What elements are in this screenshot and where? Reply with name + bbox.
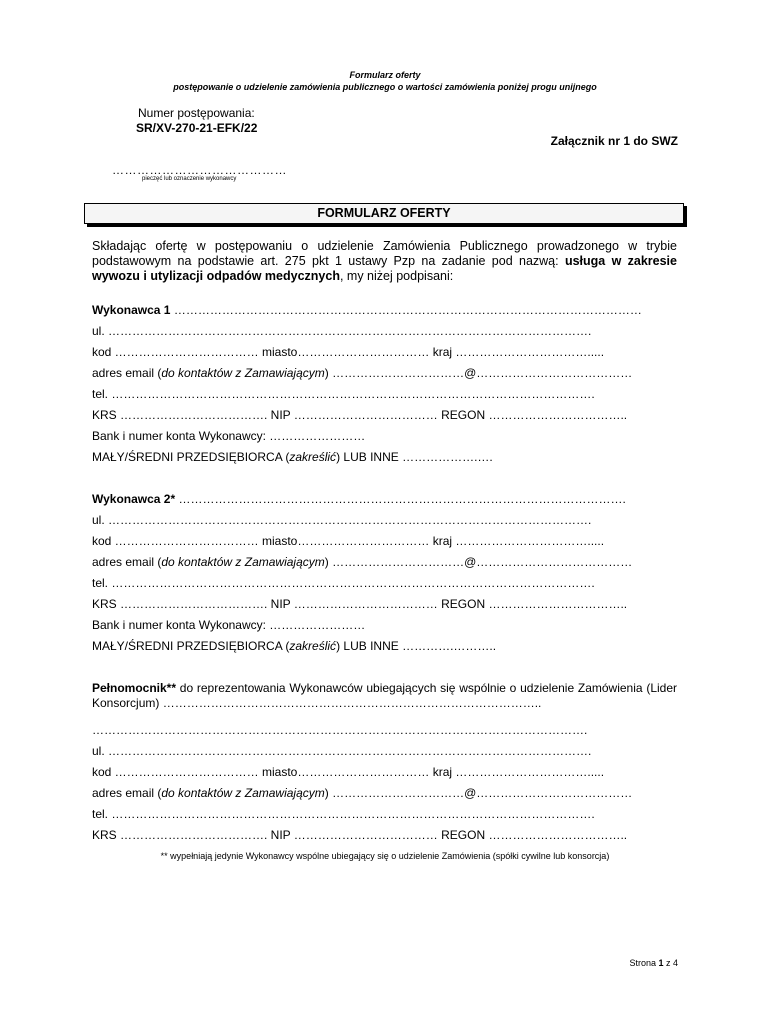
contractor2-street: ul. …………………………………………………………………………………………………………. bbox=[92, 513, 592, 527]
contractor2-email-row bbox=[92, 555, 632, 569]
document-header-subtitle: postępowanie o udzielenie zamówienia publicznego o wartości zamówienia poniżej progu unijnego bbox=[173, 82, 597, 92]
contractor2-krs-row: KRS ………………………………. NIP ……………………………… REGON …………………………….. bbox=[92, 597, 628, 611]
attorney-krs-row: KRS ………………………………. NIP ……………………………… REGON …………………………….. bbox=[92, 828, 628, 842]
attorney-paragraph bbox=[92, 681, 677, 711]
contractor1-krs-row: KRS ………………………………. NIP ……………………………… REGON …………………………….. bbox=[92, 408, 628, 422]
contractor2-heading-dots: …………………………………………………………………………………………………. bbox=[175, 492, 626, 506]
contractor1-size-row bbox=[92, 450, 493, 464]
attorney-email-prefix: adres email ( bbox=[92, 786, 162, 800]
contractor2-size-suffix: ) LUB INNE ………….……….. bbox=[336, 639, 497, 653]
attorney-text: do reprezentowania Wykonawców ubiegających się wspólnie o udzielenie Zamówienia (Lider Konsorcjum) ………………………………………………………………………………….. bbox=[92, 681, 677, 710]
intro-subject: usługa w zakresie wywozu i utylizacji odpadów medycznych bbox=[92, 254, 677, 283]
form-title-box bbox=[84, 203, 684, 224]
contractor1-email-prefix: adres email ( bbox=[92, 366, 162, 380]
contractor2-size-italic: zakreślić bbox=[289, 639, 337, 653]
attorney-email-suffix: ) ……………………………@………………………………… bbox=[324, 786, 633, 800]
contractor1-heading: Wykonawca 1 bbox=[92, 303, 171, 317]
attorney-street: ul. …………………………………………………………………………………………………………. bbox=[92, 744, 592, 758]
stamp-caption: pieczęć lub oznaczenie wykonawcy bbox=[142, 176, 237, 182]
page-number bbox=[629, 958, 678, 968]
contractor1-email-suffix: ) ……………………………@………………………………… bbox=[324, 366, 633, 380]
intro-text-before: Składając ofertę w postępowaniu o udzielenie Zamówienia Publicznego prowadzonego w trybie podstawowym na podstawie art. 275 pkt 1 ustawy Pzp na zadanie pod nazwą: bbox=[92, 239, 677, 268]
attorney-email-row bbox=[92, 786, 632, 800]
contractor2-size-prefix: MAŁY/ŚREDNI PRZEDSIĘBIORCA ( bbox=[92, 639, 290, 653]
contractor1-street: ul. …………………………………………………………………………………………………………. bbox=[92, 324, 592, 338]
procedure-number-label: Numer postępowania: bbox=[138, 106, 255, 120]
procedure-number-value: SR/XV-270-21-EFK/22 bbox=[136, 121, 258, 135]
contractor1-size-suffix: ) LUB INNE ……………….…. bbox=[336, 450, 493, 464]
contractor2-email-italic: do kontaktów z Zamawiającym bbox=[161, 555, 325, 569]
attachment-label: Załącznik nr 1 do SWZ bbox=[550, 134, 678, 148]
contractor2-heading-line bbox=[92, 492, 626, 506]
intro-paragraph bbox=[92, 239, 677, 284]
contractor1-email-row bbox=[92, 366, 632, 380]
contractor1-tel: tel. …………………………………………………………………………………………………………. bbox=[92, 387, 595, 401]
attorney-code-row: kod ……………………………… miasto…………………………… kraj ……………………………..... bbox=[92, 765, 605, 779]
contractor1-heading-dots: ……………………………………………………………………………………………………… bbox=[170, 303, 642, 317]
attorney-footnote: ** wypełniają jedynie Wykonawcy wspólne ubiegający się o udzielenie Zamówienia (spółki cywilne lub konsorcja) bbox=[160, 851, 610, 861]
attorney-heading: Pełnomocnik** bbox=[92, 681, 177, 695]
page-current: 1 bbox=[658, 958, 664, 968]
intro-text-after: , my niżej podpisani: bbox=[339, 269, 454, 283]
contractor1-bank: Bank i numer konta Wykonawcy: …………………… bbox=[92, 429, 366, 443]
attorney-tel: tel. …………………………………………………………………………………………………………. bbox=[92, 807, 595, 821]
page-prefix: Strona bbox=[629, 958, 659, 968]
contractor1-heading-line bbox=[92, 303, 642, 317]
contractor1-code-row: kod ……………………………… miasto…………………………… kraj ……………………………..... bbox=[92, 345, 605, 359]
contractor1-email-italic: do kontaktów z Zamawiającym bbox=[161, 366, 325, 380]
attorney-dots-line: ……………………………………………………………………………………………………………. bbox=[92, 723, 588, 737]
contractor2-tel: tel. …………………………………………………………………………………………………………. bbox=[92, 576, 595, 590]
page-suffix: z 4 bbox=[663, 958, 678, 968]
contractor1-size-prefix: MAŁY/ŚREDNI PRZEDSIĘBIORCA ( bbox=[92, 450, 290, 464]
document-header-title: Formularz oferty bbox=[349, 70, 421, 80]
contractor1-size-italic: zakreślić bbox=[289, 450, 337, 464]
contractor2-bank: Bank i numer konta Wykonawcy: …………………… bbox=[92, 618, 366, 632]
contractor2-email-suffix: ) ……………………………@………………………………… bbox=[324, 555, 633, 569]
contractor2-email-prefix: adres email ( bbox=[92, 555, 162, 569]
contractor2-size-row bbox=[92, 639, 496, 653]
stamp-dots: …………………………………… bbox=[112, 163, 287, 177]
attorney-email-italic: do kontaktów z Zamawiającym bbox=[161, 786, 325, 800]
form-title: FORMULARZ OFERTY bbox=[317, 206, 451, 220]
contractor2-heading: Wykonawca 2* bbox=[92, 492, 176, 506]
contractor2-code-row: kod ……………………………… miasto…………………………… kraj ……………………………..... bbox=[92, 534, 605, 548]
